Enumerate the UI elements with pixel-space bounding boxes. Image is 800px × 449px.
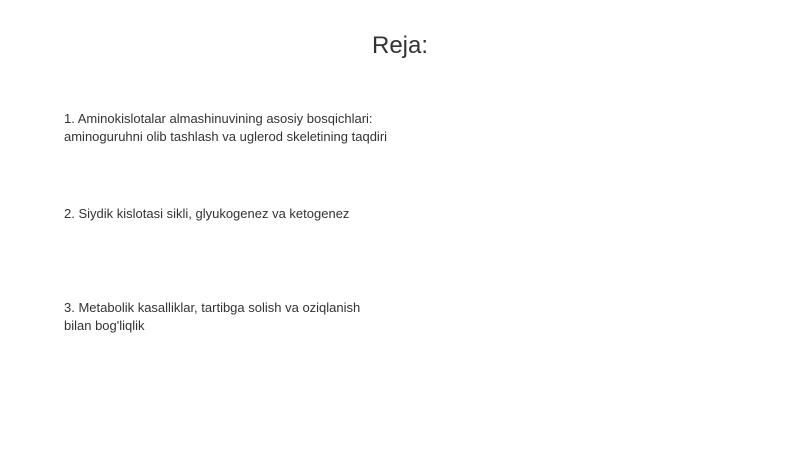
plan-item-1-line-2: aminoguruhni olib tashlash va uglerod skeletining taqdiri [64,129,388,144]
plan-item-3 [64,299,424,335]
plan-item-3-line-2: bilan bog'liqlik [64,318,145,333]
plan-item-1-line-1: 1. Aminokislotalar almashinuvining asosiy bosqichlari: [64,111,373,126]
plan-item-1 [64,110,424,146]
plan-item-3-line-1: 3. Metabolik kasalliklar, tartibga solish va oziqlanish [64,300,361,315]
slide-title: Reja: [371,32,429,59]
plan-item-2 [64,205,424,223]
plan-item-2-line-1: 2. Siydik kislotasi sikli, glyukogenez va ketogenez [64,206,350,221]
